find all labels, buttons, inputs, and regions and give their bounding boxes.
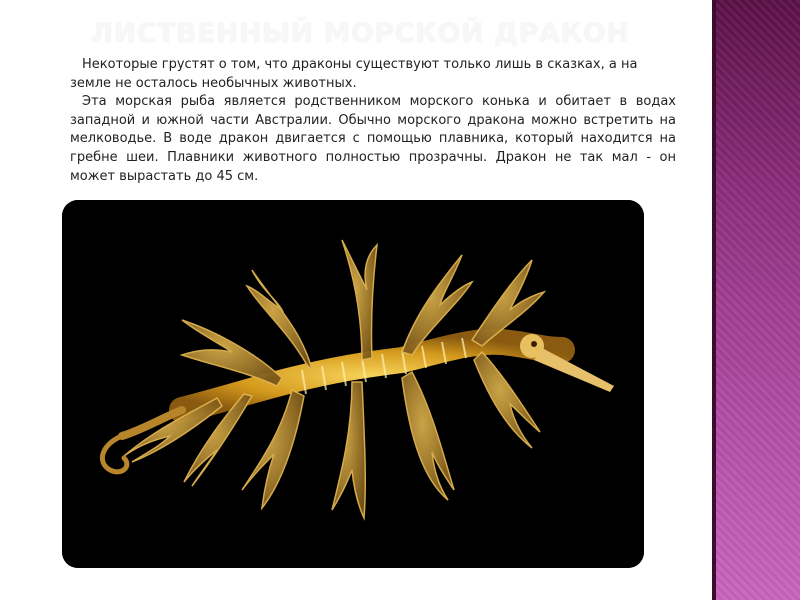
leafy-sea-dragon-photo — [62, 200, 644, 568]
paragraph-description: Эта морская рыба является родственником морского конька и обитает в водах западной и южной части Австралии. Обычно морского дракона можно встретить на мелководье. В воде дракон двигается с помощью плавника, который находится на гребне шеи. Плавники животного полностью прозрачны. Дракон не так мал - он может вырастать до 45 см. — [70, 94, 676, 184]
paragraph-intro: Некоторые грустят о том, что драконы существуют только лишь в сказках, а на земле не осталось необычных животных. — [70, 57, 638, 91]
sea-dragon-illustration — [62, 200, 644, 568]
decorative-side-bar-texture — [716, 0, 800, 600]
slide-title: ЛИСТВЕННЫЙ МОРСКОЙ ДРАКОН — [90, 18, 630, 49]
slide-body-text — [70, 56, 676, 186]
decorative-side-bar-edge — [712, 0, 716, 600]
